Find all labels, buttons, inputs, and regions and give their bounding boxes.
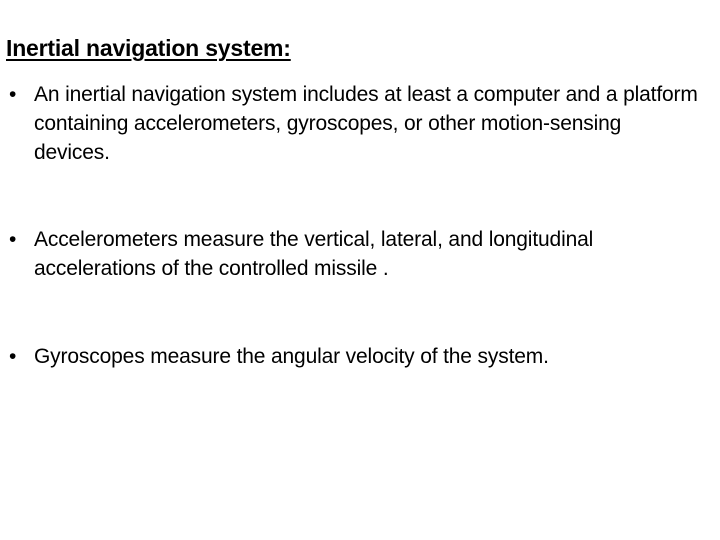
slide-title: Inertial navigation system: [6,35,291,61]
bullet-dot-icon: • [9,345,17,368]
bullet-dot-icon: • [9,228,17,251]
bullet-text: Accelerometers measure the vertical, lateral, and longitudinal accelerations of the controlled missile . [34,228,594,280]
bullet-text: An inertial navigation system includes at least a computer and a platform containing accelerometers, gyroscopes, or other motion-sensing devices. [34,83,698,164]
bullet-text: Gyroscopes measure the angular velocity of the system. [34,345,549,368]
bullet-dot-icon: • [9,83,17,106]
